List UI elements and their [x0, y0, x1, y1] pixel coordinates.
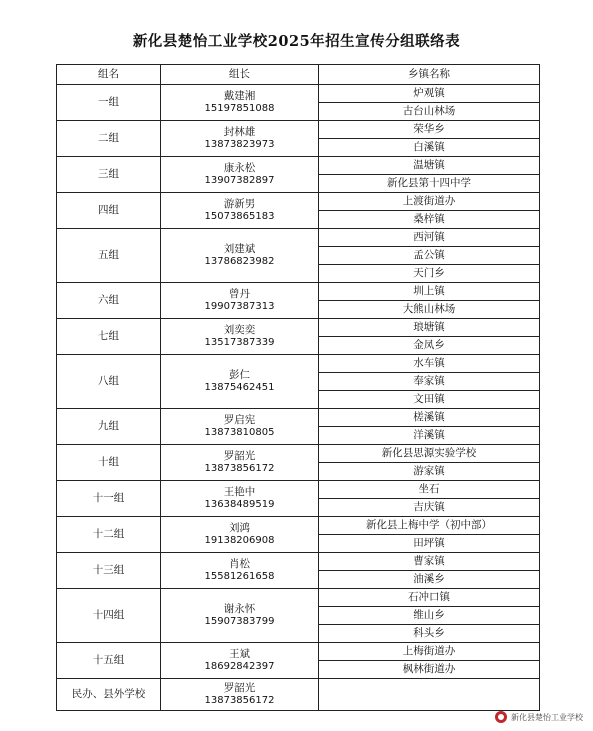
group-leader	[161, 157, 319, 193]
group-name: 十五组	[57, 643, 161, 679]
group-leader	[161, 319, 319, 355]
table-row	[57, 355, 540, 373]
leader-name: 罗韶光	[223, 449, 256, 462]
table-row	[57, 229, 540, 247]
group-name: 八组	[57, 355, 161, 409]
leader-phone: 13786823982	[204, 255, 275, 267]
town-name: 上梅街道办	[319, 643, 540, 661]
leader-name: 罗韶光	[223, 681, 256, 694]
header-towns: 乡镇名称	[319, 65, 540, 85]
leader-name: 戴建湘	[223, 89, 256, 102]
leader-name: 刘奕奕	[223, 323, 256, 336]
group-name: 十一组	[57, 481, 161, 517]
table-header-row	[57, 65, 540, 85]
leader-phone: 15197851088	[204, 102, 275, 114]
town-name: 枫林街道办	[319, 661, 540, 679]
leader-phone: 15907383799	[204, 615, 275, 627]
table-row	[57, 409, 540, 427]
leader-name: 刘鸿	[229, 521, 250, 534]
leader-phone: 15073865183	[204, 210, 275, 222]
leader-name: 曾丹	[229, 287, 250, 300]
leader-name: 康永松	[223, 161, 256, 174]
leader-name: 封林雄	[223, 125, 256, 138]
town-name: 水车镇	[319, 355, 540, 373]
table-row	[57, 553, 540, 571]
town-name: 荣华乡	[319, 121, 540, 139]
group-name: 十组	[57, 445, 161, 481]
leader-name: 罗启宪	[223, 413, 256, 426]
town-name: 坐石	[319, 481, 540, 499]
town-name: 大熊山林场	[319, 301, 540, 319]
group-name: 十三组	[57, 553, 161, 589]
header-leader: 组长	[161, 65, 319, 85]
town-name: 科头乡	[319, 625, 540, 643]
table-row	[57, 481, 540, 499]
town-name: 新化县第十四中学	[319, 175, 540, 193]
leader-name: 刘建斌	[223, 242, 256, 255]
leader-phone: 13873856172	[204, 462, 275, 474]
group-name: 二组	[57, 121, 161, 157]
table-body	[57, 85, 540, 711]
leader-name: 王艳中	[223, 485, 256, 498]
group-leader	[161, 355, 319, 409]
table-row	[57, 589, 540, 607]
group-leader	[161, 445, 319, 481]
town-name: 圳上镇	[319, 283, 540, 301]
contact-table	[56, 64, 540, 711]
group-name: 十四组	[57, 589, 161, 643]
town-name: 金凤乡	[319, 337, 540, 355]
watermark-text: 新化县楚怡工业学校	[511, 712, 583, 722]
group-name: 一组	[57, 85, 161, 121]
group-leader	[161, 679, 319, 711]
group-leader	[161, 643, 319, 679]
town-name: 曹家镇	[319, 553, 540, 571]
group-name: 民办、县外学校	[57, 679, 161, 711]
leader-phone: 15581261658	[204, 570, 275, 582]
watermark	[495, 711, 583, 723]
school-seal-icon	[495, 711, 507, 723]
table-row	[57, 643, 540, 661]
leader-phone: 13873823973	[204, 138, 275, 150]
table-row	[57, 517, 540, 535]
town-name: 炉观镇	[319, 85, 540, 103]
town-name: 游家镇	[319, 463, 540, 481]
leader-name: 谢永怀	[223, 602, 256, 615]
leader-name: 彭仁	[229, 368, 250, 381]
page-title: 新化县楚怡工业学校2025年招生宣传分组联络表	[132, 33, 461, 50]
group-name: 四组	[57, 193, 161, 229]
town-name: 文田镇	[319, 391, 540, 409]
leader-phone: 19907387313	[204, 300, 275, 312]
table-row	[57, 319, 540, 337]
leader-name: 王斌	[229, 647, 250, 660]
group-leader	[161, 409, 319, 445]
table-row	[57, 121, 540, 139]
table-row	[57, 445, 540, 463]
town-name: 琅塘镇	[319, 319, 540, 337]
table-row	[57, 85, 540, 103]
leader-phone: 13638489519	[204, 498, 275, 510]
group-leader	[161, 229, 319, 283]
town-name: 西河镇	[319, 229, 540, 247]
town-name: 孟公镇	[319, 247, 540, 265]
table-row	[57, 157, 540, 175]
group-name: 五组	[57, 229, 161, 283]
leader-phone: 13517387339	[204, 336, 275, 348]
town-name: 新化县思源实验学校	[319, 445, 540, 463]
town-name	[319, 679, 540, 711]
group-leader	[161, 85, 319, 121]
leader-phone: 13875462451	[204, 381, 275, 393]
town-name: 新化县上梅中学（初中部）	[319, 517, 540, 535]
group-leader	[161, 553, 319, 589]
leader-name: 游新男	[223, 197, 256, 210]
leader-name: 肖松	[229, 557, 250, 570]
town-name: 桑梓镇	[319, 211, 540, 229]
leader-phone: 13873856172	[204, 694, 275, 706]
group-leader	[161, 481, 319, 517]
town-name: 油溪乡	[319, 571, 540, 589]
group-leader	[161, 121, 319, 157]
group-name: 三组	[57, 157, 161, 193]
table-row	[57, 679, 540, 711]
town-name: 上渡街道办	[319, 193, 540, 211]
town-name: 白溪镇	[319, 139, 540, 157]
group-name: 六组	[57, 283, 161, 319]
group-leader	[161, 517, 319, 553]
leader-phone: 19138206908	[204, 534, 275, 546]
town-name: 天门乡	[319, 265, 540, 283]
town-name: 古台山林场	[319, 103, 540, 121]
header-group: 组名	[57, 65, 161, 85]
town-name: 槎溪镇	[319, 409, 540, 427]
group-leader	[161, 193, 319, 229]
group-name: 七组	[57, 319, 161, 355]
town-name: 石冲口镇	[319, 589, 540, 607]
town-name: 田坪镇	[319, 535, 540, 553]
town-name: 奉家镇	[319, 373, 540, 391]
town-name: 维山乡	[319, 607, 540, 625]
table-row	[57, 283, 540, 301]
group-name: 九组	[57, 409, 161, 445]
leader-phone: 18692842397	[204, 660, 275, 672]
table-row	[57, 193, 540, 211]
group-leader	[161, 283, 319, 319]
leader-phone: 13873810805	[204, 426, 275, 438]
group-name: 十二组	[57, 517, 161, 553]
town-name: 洋溪镇	[319, 427, 540, 445]
group-leader	[161, 589, 319, 643]
town-name: 吉庆镇	[319, 499, 540, 517]
leader-phone: 13907382897	[204, 174, 275, 186]
town-name: 温塘镇	[319, 157, 540, 175]
